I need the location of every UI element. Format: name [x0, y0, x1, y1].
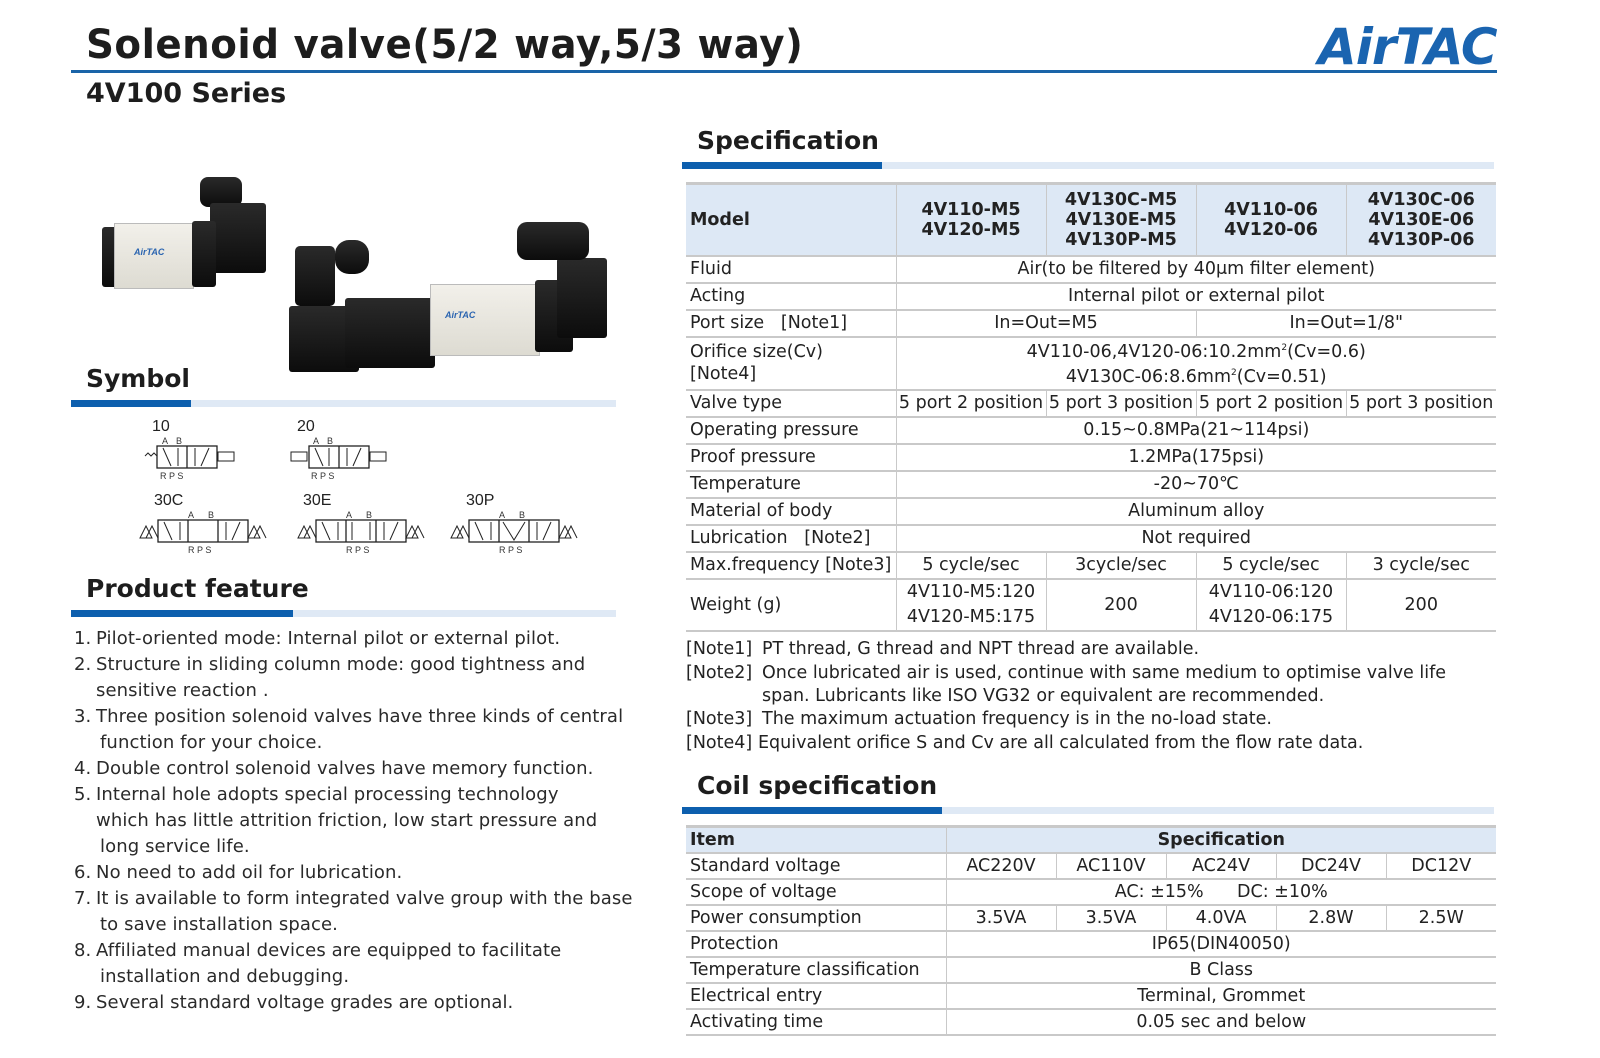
- svg-text:A: A: [499, 510, 506, 520]
- coil-knob-left: [335, 240, 369, 274]
- feature-list: [74, 626, 634, 1016]
- valve-body: [430, 284, 540, 356]
- svg-text:R P S: R P S: [346, 545, 370, 555]
- model-cell: 4V110-06 4V120-06: [1196, 184, 1346, 256]
- coil-body: [210, 203, 266, 273]
- table-row-fluid: Fluid Air(to be filtered by 40μm filter element): [686, 256, 1496, 283]
- valve-brand-label: AirTAC: [134, 247, 165, 257]
- svg-text:B: B: [366, 510, 373, 520]
- table-row-orifice: Orifice size(Cv) [Note4] $4V110-06,4V120-06:10.2mm^2(Cv=0.6)$ $4V130C-06:8.6mm^2(Cv=0.51)$: [686, 337, 1496, 390]
- table-row-material: Material of body Aluminum alloy: [686, 498, 1496, 525]
- product-feature-heading-bar: [71, 610, 616, 617]
- table-row-coil-header: Item Specification: [686, 827, 1496, 853]
- table-row-standard-voltage: Standard voltage AC220V AC110V AC24V DC24V DC12V: [686, 853, 1496, 879]
- product-photo-single-solenoid: [100, 175, 280, 295]
- symbol-code-30c: 30C: [154, 492, 184, 509]
- feature-item: 5. Internal hole adopts special processing technology which has little attrition friction, low start pressure and long service life.: [74, 784, 598, 857]
- svg-text:R P S: R P S: [499, 545, 523, 555]
- coil-specification-table: [686, 825, 1496, 1036]
- symbol-heading-bar: [71, 400, 616, 407]
- specification-heading-bar: [682, 162, 1494, 169]
- table-row-port-size: Port size [Note1] In=Out=M5 In=Out=1/8": [686, 310, 1496, 337]
- valve-symbol-20-icon: [289, 434, 389, 484]
- coil-specification-heading: Coil specification: [697, 771, 938, 800]
- table-row-proof-pressure: Proof pressure 1.2MPa(175psi): [686, 444, 1496, 471]
- coil-specification-heading-bar: [682, 807, 1494, 814]
- note-4: [Note4] Equivalent orifice S and Cv are all calculated from the flow rate data.: [686, 733, 1364, 753]
- svg-text:A: A: [162, 436, 169, 446]
- feature-item: 4. Double control solenoid valves have memory function.: [74, 758, 594, 779]
- symbol-code-30e: 30E: [303, 492, 332, 509]
- model-cell: 4V130C-M5 4V130E-M5 4V130P-M5: [1046, 184, 1196, 256]
- feature-item: 6. No need to add oil for lubrication.: [74, 862, 403, 883]
- product-feature-heading: Product feature: [86, 574, 309, 603]
- pilot-block: [192, 221, 216, 287]
- table-row-operating-pressure: Operating pressure 0.15~0.8MPa(21~114psi): [686, 417, 1496, 444]
- model-cell: 4V130C-06 4V130E-06 4V130P-06: [1346, 184, 1496, 256]
- table-row-electrical-entry: Electrical entry Terminal, Grommet: [686, 983, 1496, 1009]
- coil-connector-left: [295, 246, 335, 306]
- symbol-code-30p: 30P: [466, 492, 495, 509]
- valve-symbol-30p-icon: [449, 508, 579, 558]
- table-row-activating-time: Activating time 0.05 sec and below: [686, 1009, 1496, 1035]
- table-row-max-frequency: Max.frequency [Note3] 5 cycle/sec 3cycle/sec 5 cycle/sec 3 cycle/sec: [686, 552, 1496, 579]
- feature-item: 7. It is available to form integrated valve group with the base to save installation space.: [74, 888, 633, 935]
- svg-text:A: A: [188, 510, 195, 520]
- table-row-protection: Protection IP65(DIN40050): [686, 931, 1496, 957]
- note-2: [Note2] Once lubricated air is used, continue with same medium to optimise valve life span. Lubricants like ISO VG32 or equivalent are recommended.: [686, 663, 1447, 706]
- table-row-temperature: Temperature -20~70℃: [686, 471, 1496, 498]
- series-subtitle: 4V100 Series: [86, 78, 287, 109]
- coil-body-right: [557, 258, 607, 338]
- note-1: [Note1] PT thread, G thread and NPT thread are available.: [686, 639, 1200, 659]
- coil-connector-right: [517, 222, 589, 260]
- feature-item: 1. Pilot-oriented mode: Internal pilot or external pilot.: [74, 628, 561, 649]
- specification-heading: Specification: [697, 126, 879, 155]
- pilot-block-left: [345, 298, 435, 368]
- svg-text:R P S: R P S: [311, 471, 335, 481]
- valve-brand-label: AirTAC: [445, 310, 476, 320]
- title-divider: [71, 70, 1497, 73]
- svg-text:B: B: [176, 436, 183, 446]
- feature-item: 8. Affiliated manual devices are equipped to facilitate installation and debugging.: [74, 940, 562, 987]
- model-cell: 4V110-M5 4V120-M5: [896, 184, 1046, 256]
- feature-item: 2. Structure in sliding column mode: good tightness and sensitive reaction .: [74, 654, 586, 701]
- airtac-logo: AirTAC: [1318, 18, 1497, 76]
- note-3: [Note3] The maximum actuation frequency is in the no-load state.: [686, 709, 1272, 729]
- svg-text:A: A: [346, 510, 353, 520]
- specification-table: [686, 182, 1496, 632]
- feature-item: 3. Three position solenoid valves have three kinds of central function for your choice.: [74, 706, 624, 753]
- valve-symbol-10-icon: [143, 434, 238, 484]
- symbol-code-10: 10: [152, 418, 170, 435]
- product-photo-double-solenoid: [285, 218, 615, 378]
- symbol-code-20: 20: [297, 418, 315, 435]
- table-row-temperature-classification: Temperature classification B Class: [686, 957, 1496, 983]
- valve-symbol-30e-icon: [296, 508, 426, 558]
- table-row-scope-of-voltage: Scope of voltage AC: ±15% DC: ±10%: [686, 879, 1496, 905]
- svg-text:R P S: R P S: [160, 471, 184, 481]
- table-row-acting: Acting Internal pilot or external pilot: [686, 283, 1496, 310]
- symbol-heading: Symbol: [86, 364, 190, 393]
- model-label: Model: [686, 184, 896, 256]
- table-row-valve-type: Valve type 5 port 2 position 5 port 3 position 5 port 2 position 5 port 3 position: [686, 390, 1496, 417]
- table-row-model: [686, 184, 1496, 256]
- specification-notes: [686, 637, 1446, 755]
- svg-text:R P S: R P S: [188, 545, 212, 555]
- table-row-lubrication: Lubrication [Note2] Not required: [686, 525, 1496, 552]
- table-row-weight: Weight (g) 4V110-M5:120 4V120-M5:175 200 4V110-06:120 4V120-06:175 200: [686, 579, 1496, 631]
- valve-symbol-30c-icon: [138, 508, 268, 558]
- svg-text:A: A: [313, 436, 320, 446]
- svg-text:B: B: [208, 510, 215, 520]
- table-row-power-consumption: Power consumption 3.5VA 3.5VA 4.0VA 2.8W 2.5W: [686, 905, 1496, 931]
- page-title: Solenoid valve(5/2 way,5/3 way): [86, 22, 804, 68]
- svg-text:B: B: [327, 436, 334, 446]
- svg-text:B: B: [519, 510, 526, 520]
- feature-item: 9. Several standard voltage grades are optional.: [74, 992, 514, 1013]
